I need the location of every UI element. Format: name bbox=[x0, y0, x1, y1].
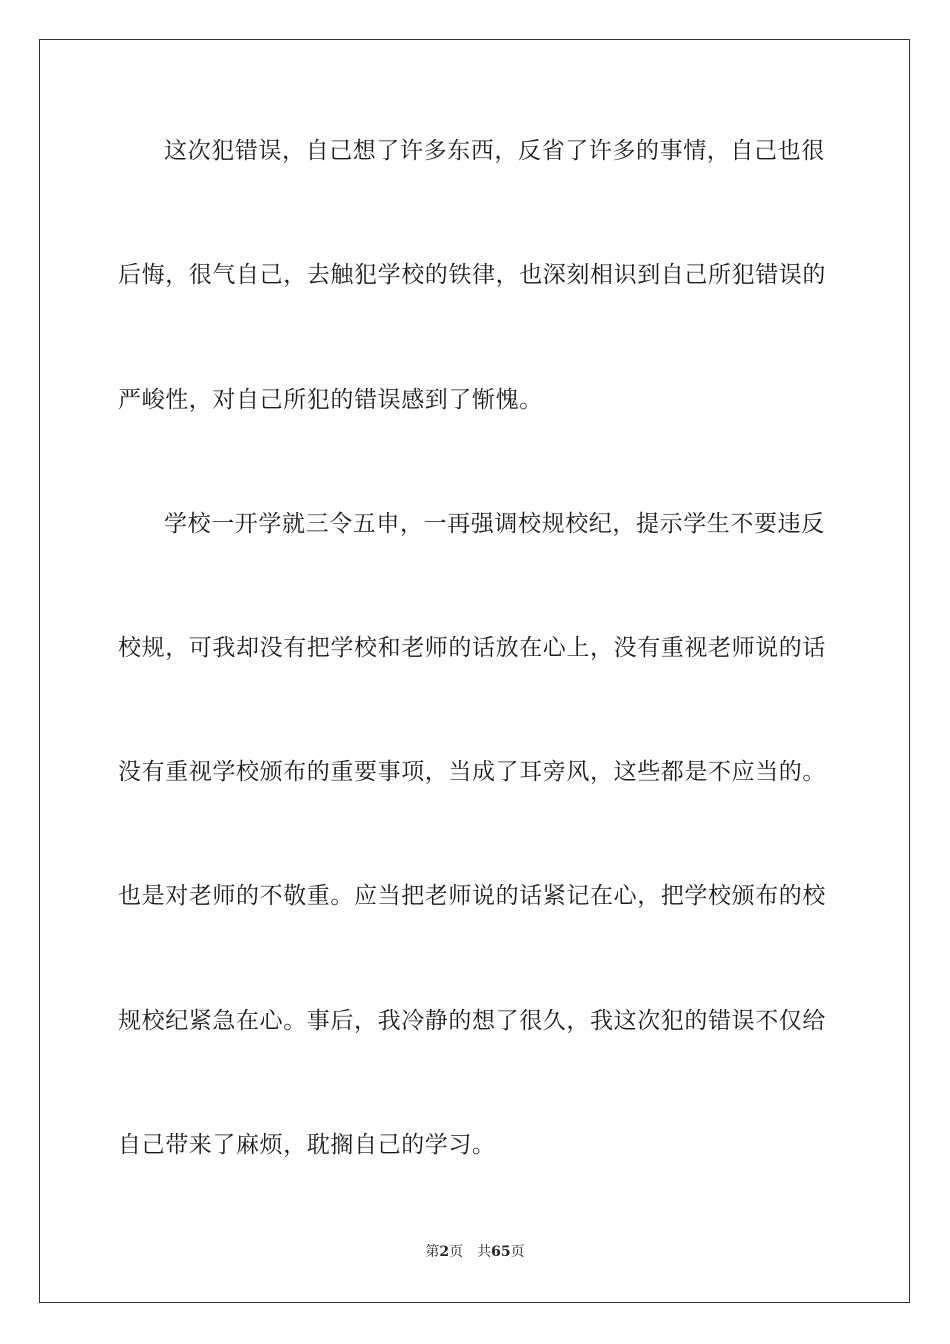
paragraph-2-line-6: 自己带来了麻烦，耽搁自己的学习。 bbox=[118, 1132, 496, 1158]
paragraph-1-line-1: 这次犯错误，自己想了许多东西，反省了许多的事情，自己也很 bbox=[164, 138, 825, 164]
total-suffix: 页 bbox=[510, 1244, 525, 1260]
page-suffix: 页 bbox=[449, 1244, 464, 1260]
page-border bbox=[39, 39, 910, 1303]
paragraph-2-line-2: 校规，可我却没有把学校和老师的话放在心上，没有重视老师说的话 bbox=[118, 635, 826, 661]
paragraph-2-line-5: 规校纪紧急在心。事后，我冷静的想了很久，我这次犯的错误不仅给 bbox=[118, 1008, 826, 1034]
paragraph-2-line-3: 没有重视学校颁布的重要事项，当成了耳旁风，这些都是不应当的。 bbox=[118, 759, 826, 785]
paragraph-2-line-1: 学校一开学就三令五申，一再强调校规校纪，提示学生不要违反 bbox=[164, 511, 825, 537]
paragraph-1-line-3: 严峻性，对自己所犯的错误感到了惭愧。 bbox=[118, 387, 543, 413]
total-prefix: 共 bbox=[477, 1244, 492, 1260]
paragraph-1-line-2: 后悔，很气自己，去触犯学校的铁律，也深刻相识到自己所犯错误的 bbox=[118, 262, 826, 288]
paragraph-2-line-4: 也是对老师的不敬重。应当把老师说的话紧记在心，把学校颁布的校 bbox=[118, 883, 826, 909]
total-pages: 65 bbox=[491, 1244, 511, 1260]
page-number: 2 bbox=[439, 1244, 450, 1260]
page-prefix: 第 bbox=[425, 1244, 440, 1260]
page-footer bbox=[0, 1243, 950, 1261]
